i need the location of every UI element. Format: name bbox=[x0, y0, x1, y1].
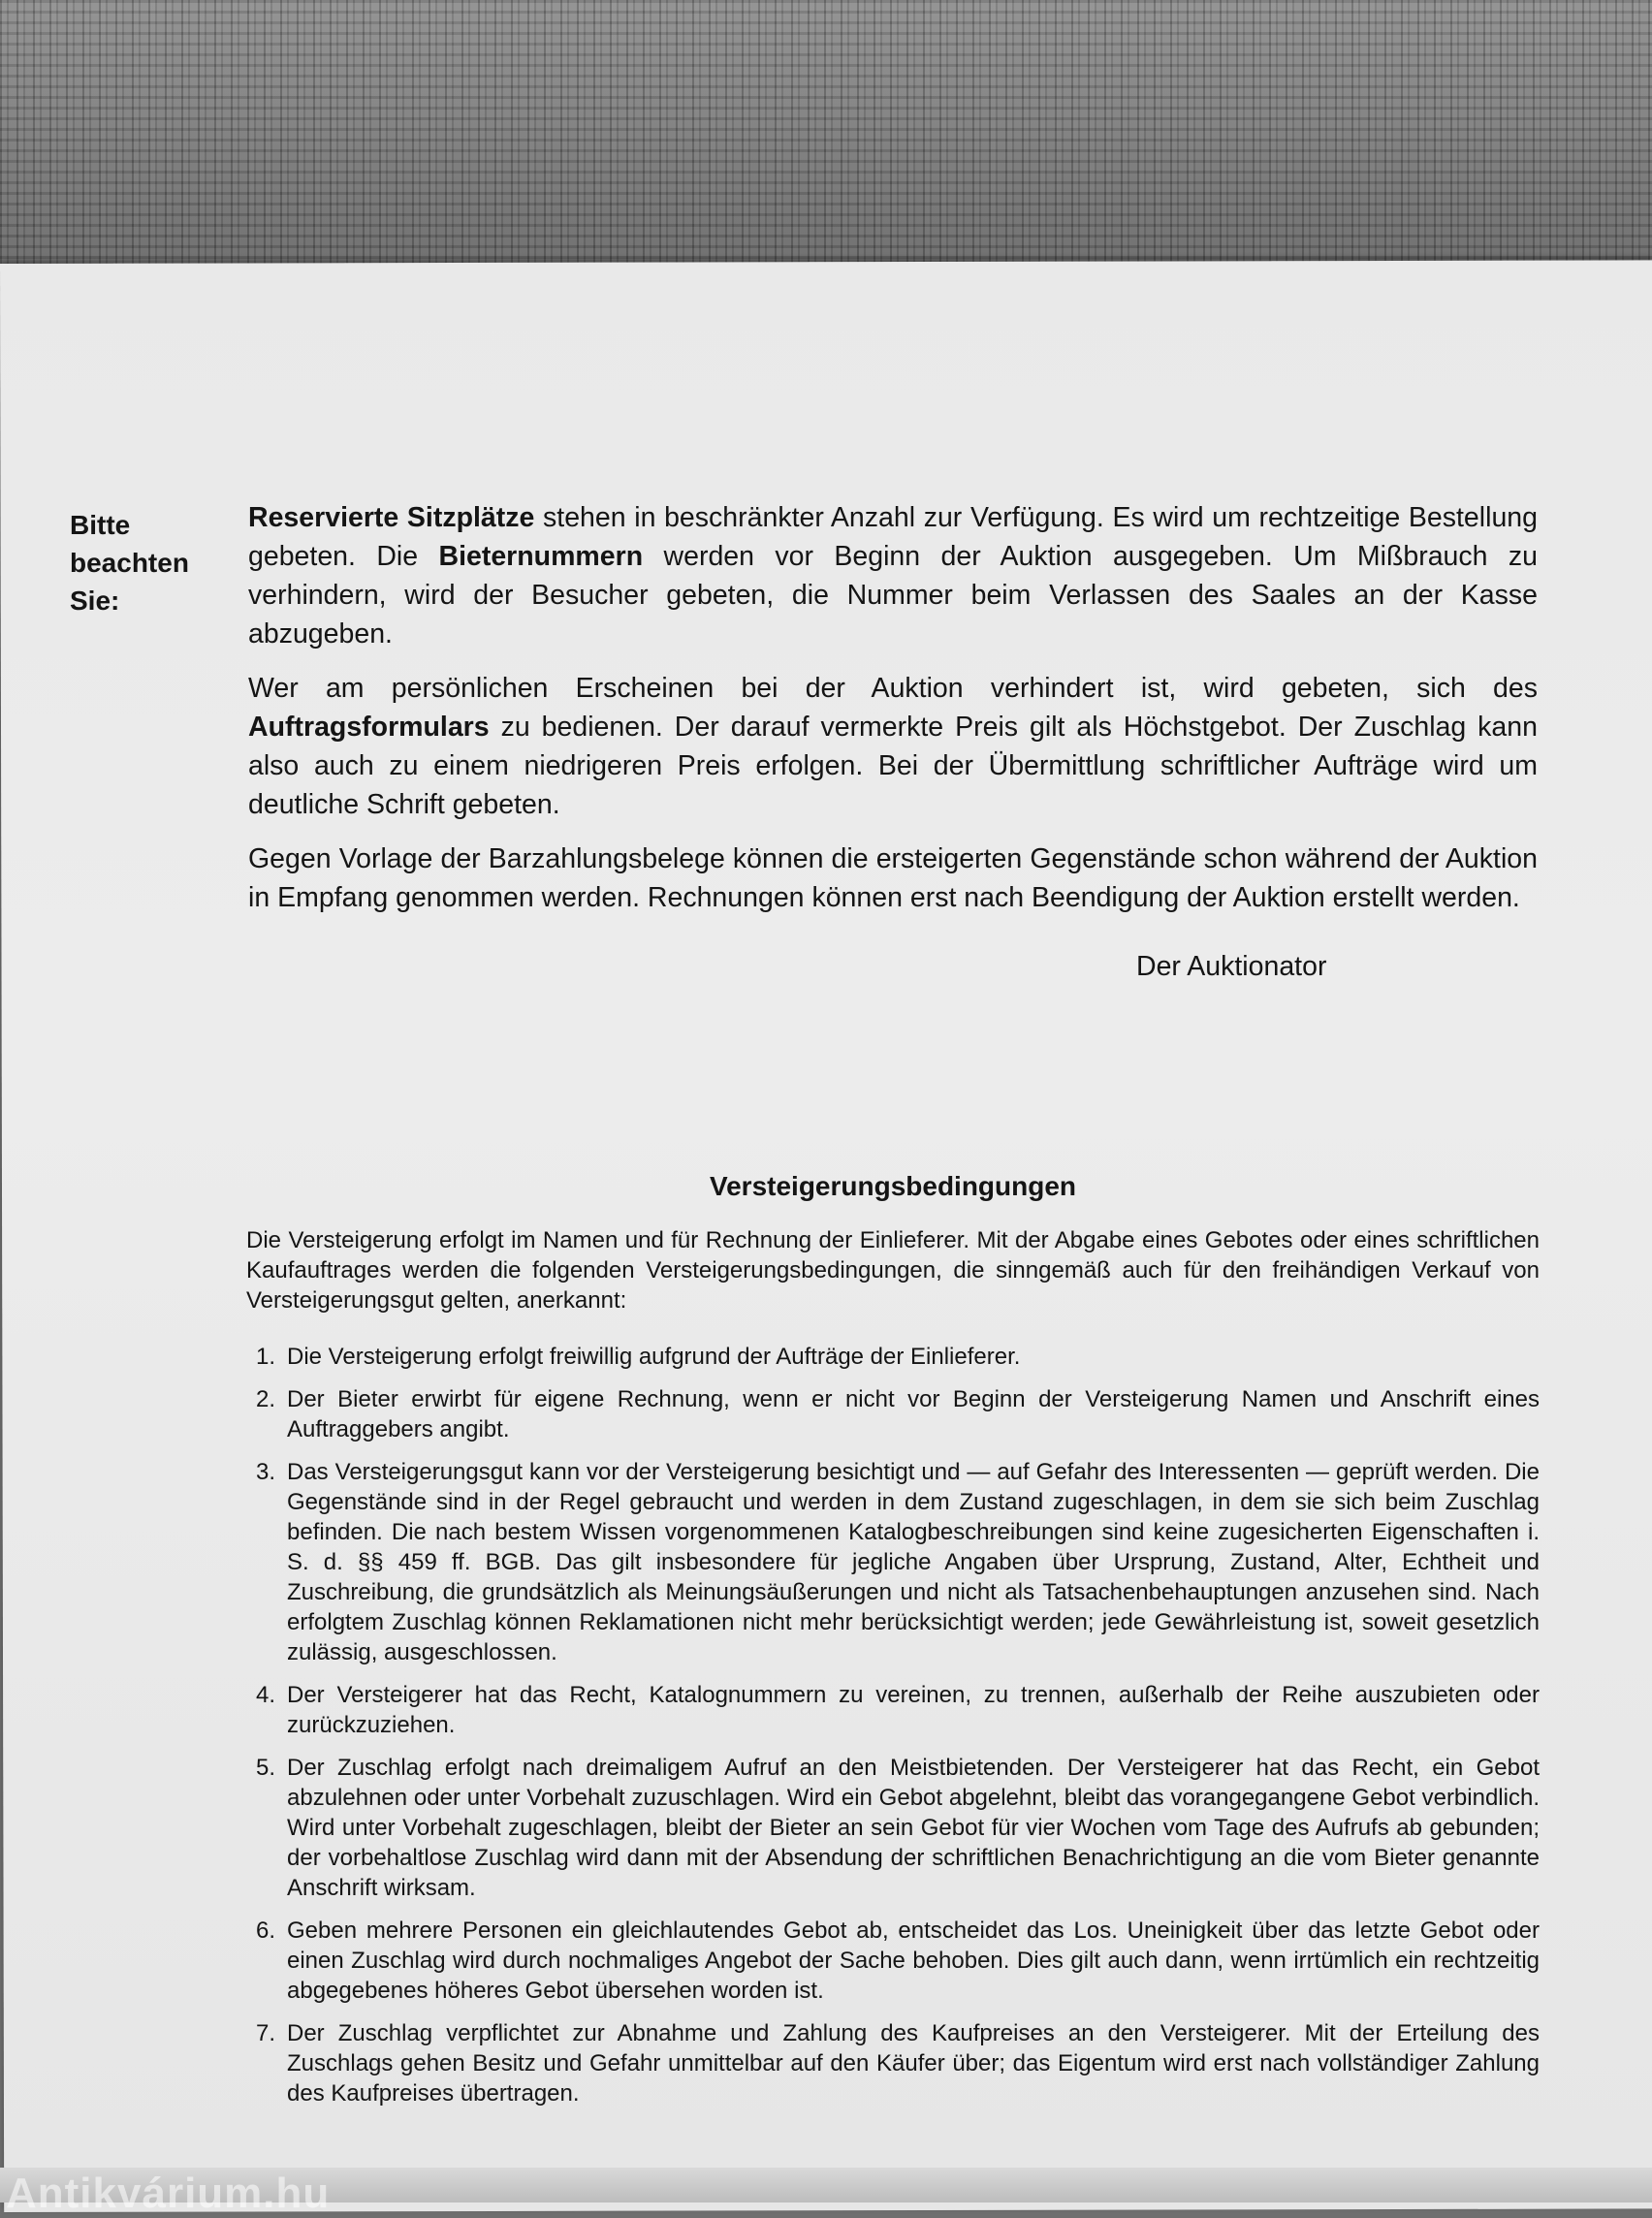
condition-number: 1. bbox=[256, 1344, 276, 1370]
bold-term: Auftragsformulars bbox=[248, 712, 490, 743]
wood-background bbox=[0, 0, 1652, 291]
condition-number: 2. bbox=[256, 1386, 276, 1412]
side-heading-line: Sie: bbox=[70, 586, 120, 616]
condition-text: Das Versteigerungsgut kann vor der Versteigerung besichtigt und — auf Gefahr des Interessenten — geprüft werden. Die Gegenstände sind in der Regel gebraucht und werden in dem Zustand zugeschlagen, in dem sie sich beim Zuschlag befinden. Die nach bestem Wissen vorgenommenen Katalogbeschreibungen sind keine zugesicherten Eigenschaften i. S. d. §§ 459 ff. BGB. Das gilt insbesondere für jegliche Angaben über Ursprung, Zustand, Alter, Echtheit und Zuschreibung, die grundsätzlich als Meinungsäußerungen und nicht als Tatsachenbehauptungen anzusehen sind. Nach erfolgtem Zuschlag können Reklamationen nicht mehr berücksichtigt werden; jede Gewährleistung ist, soweit gesetzlich zulässig, ausgeschlossen. bbox=[287, 1459, 1540, 1665]
condition-number: 7. bbox=[256, 2020, 276, 2046]
watermark: Antikvárium.hu bbox=[6, 2170, 331, 2217]
paragraph-text: zu bedienen. Der darauf vermerkte Preis gilt als Höchstgebot. Der Zuschlag kann also auch zu einem niedrigeren Preis erfolgen. Bei der Übermittlung schriftlicher Aufträge wird um deutliche Schrift gebeten. bbox=[248, 712, 1538, 820]
notice-paragraph-seats bbox=[248, 498, 1538, 653]
condition-text: Der Versteigerer hat das Recht, Katalognummern zu vereinen, zu trennen, außerhalb der Reihe auszubieten oder zurückzuziehen. bbox=[287, 1682, 1540, 1738]
notice-section bbox=[248, 498, 1538, 933]
notice-paragraph-payment: Gegen Vorlage der Barzahlungsbelege können die ersteigerten Gegenstände schon während der Auktion in Empfang genommen werden. Rechnungen können erst nach Beendigung der Auktion erstellt werden. bbox=[248, 843, 1538, 913]
condition-number: 6. bbox=[256, 1917, 276, 1944]
conditions-list bbox=[246, 1342, 1540, 2121]
paragraph-text: Wer am persönlichen Erscheinen bei der Auktion verhindert ist, wird gebeten, sich des bbox=[248, 673, 1538, 704]
condition-text: Der Bieter erwirbt für eigene Rechnung, wenn er nicht vor Beginn der Versteigerung Namen und Anschrift eines Auftraggebers angibt. bbox=[287, 1386, 1540, 1442]
signature: Der Auktionator bbox=[1136, 951, 1327, 982]
condition-item bbox=[246, 2018, 1540, 2108]
condition-item bbox=[246, 1457, 1540, 1667]
paragraph-text: werden vor Beginn der Auktion ausgegeben. Um Mißbrauch zu verhindern, wird der Besucher gebeten, die Nummer beim Verlassen des Saales an der Kasse abzugeben. bbox=[248, 541, 1538, 650]
condition-number: 3. bbox=[256, 1459, 276, 1485]
side-heading bbox=[70, 506, 215, 619]
condition-text: Die Versteigerung erfolgt freiwillig aufgrund der Aufträge der Einlieferer. bbox=[287, 1344, 1021, 1370]
condition-item bbox=[246, 1384, 1540, 1444]
paragraph-text: stehen in beschränkter Anzahl zur Verfügung. Es wird um rechtzeitige Bestellung gebeten. Die bbox=[248, 502, 1538, 572]
condition-text: Geben mehrere Personen ein gleichlautendes Gebot ab, entscheidet das Los. Uneinigkeit über das letzte Gebot oder einen Zuschlag wird durch nochmaliges Angebot der Sache behoben. Dies gilt auch dann, wenn irrtümlich ein rechtzeitig abgegebenes höheres Gebot übersehen worden ist. bbox=[287, 1917, 1540, 2004]
bold-term: Reservierte Sitzplätze bbox=[248, 502, 535, 533]
condition-number: 4. bbox=[256, 1682, 276, 1708]
condition-item bbox=[246, 1680, 1540, 1740]
condition-item bbox=[246, 1916, 1540, 2006]
conditions-title: Versteigerungsbedingungen bbox=[709, 1171, 1077, 1201]
condition-number: 5. bbox=[256, 1755, 276, 1781]
condition-item bbox=[246, 1342, 1540, 1372]
condition-text: Der Zuschlag verpflichtet zur Abnahme und Zahlung des Kaufpreises an den Versteigerer. Mit der Erteilung des Zuschlags gehen Besitz und Gefahr unmittelbar auf den Käufer über; das Eigentum wird erst nach vollständiger Zahlung des Kaufpreises übertragen. bbox=[287, 2020, 1540, 2107]
notice-paragraph-orders bbox=[248, 669, 1538, 824]
condition-item bbox=[246, 1753, 1540, 1903]
bold-term: Bieternummern bbox=[438, 541, 644, 572]
side-heading-line: Bitte bbox=[70, 510, 131, 540]
conditions-intro: Die Versteigerung erfolgt im Namen und für Rechnung der Einlieferer. Mit der Abgabe eines Gebotes oder eines schriftlichen Kaufauftrages werden die folgenden Versteigerungsbedingungen, die sinngemäß auch für den freihändigen Verkauf von Versteigerungsgut gelten, anerkannt: bbox=[246, 1227, 1540, 1314]
condition-text: Der Zuschlag erfolgt nach dreimaligem Aufruf an den Meistbietenden. Der Versteigerer hat das Recht, ein Gebot abzulehnen oder unter Vorbehalt zuzuschlagen. Wird ein Gebot abgelehnt, bleibt das vorangegangene Gebot verbindlich. Wird unter Vorbehalt zugeschlagen, bleibt der Bieter an sein Gebot für vier Wochen vom Tage des Aufrufs ab gebunden; der vorbehaltlose Zuschlag wird dann mit der Absendung der schriftlichen Benachrichtigung an die vom Bieter genannte Anschrift wirksam. bbox=[287, 1755, 1540, 1901]
side-heading-line: beachten bbox=[70, 548, 189, 578]
